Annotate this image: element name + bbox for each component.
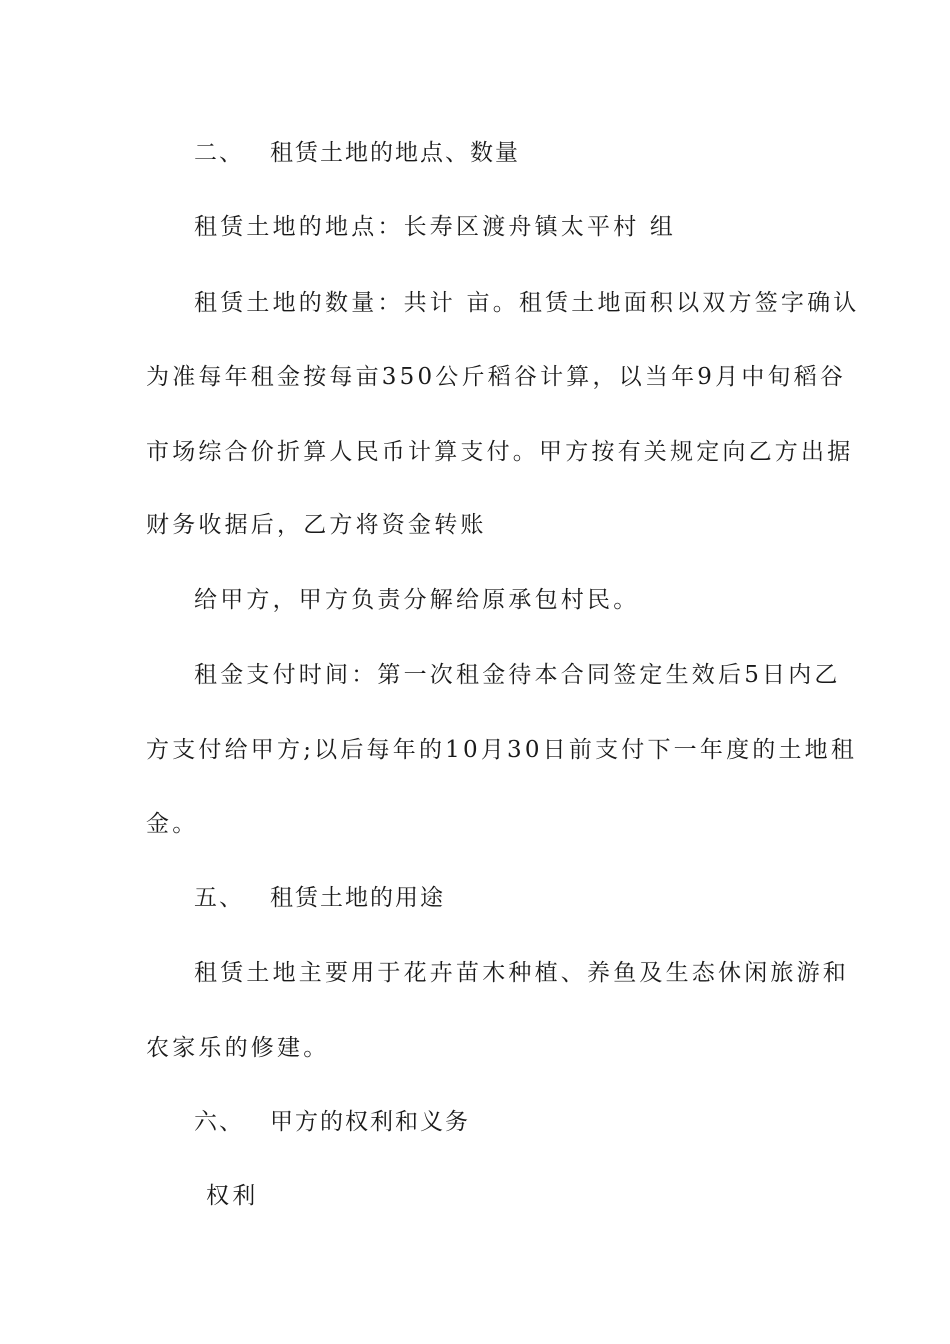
payment-paragraph-line-3: 金。 xyxy=(146,811,199,837)
quantity-paragraph-line-3: 市场综合价折算人民币计算支付。甲方按有关规定向乙方出据 xyxy=(146,439,854,465)
section-two-heading xyxy=(194,138,520,168)
usage-paragraph-line-2: 农家乐的修建。 xyxy=(146,1035,330,1061)
quantity-paragraph-line-1: 租赁土地的数量：共计 亩。租赁土地面积以双方签字确认 xyxy=(194,290,860,316)
location-line: 租赁土地的地点：长寿区渡舟镇太平村 组 xyxy=(194,214,677,240)
rights-label: 权利 xyxy=(206,1183,259,1209)
transfer-line: 给甲方，甲方负责分解给原承包村民。 xyxy=(194,587,640,613)
payment-paragraph-line-2: 方支付给甲方;以后每年的10月30日前支付下一年度的土地租 xyxy=(146,737,858,763)
usage-paragraph-line-1: 租赁土地主要用于花卉苗木种植、养鱼及生态休闲旅游和 xyxy=(194,960,849,986)
section-six-heading xyxy=(194,1107,470,1137)
quantity-paragraph-line-4: 财务收据后，乙方将资金转账 xyxy=(146,512,487,538)
payment-paragraph-line-1: 租金支付时间：第一次租金待本合同签定生效后5日内乙 xyxy=(194,662,841,688)
section-five-number: 五、 xyxy=(194,885,244,911)
section-six-title: 甲方的权利和义务 xyxy=(270,1109,470,1135)
quantity-paragraph-line-2: 为准每年租金按每亩350公斤稻谷计算，以当年9月中旬稻谷 xyxy=(146,364,847,390)
section-five-heading xyxy=(194,883,445,913)
section-six-number: 六、 xyxy=(194,1109,244,1135)
section-five-title: 租赁土地的用途 xyxy=(270,885,445,911)
section-two-title: 租赁土地的地点、数量 xyxy=(270,140,520,166)
section-two-number: 二、 xyxy=(194,140,244,166)
